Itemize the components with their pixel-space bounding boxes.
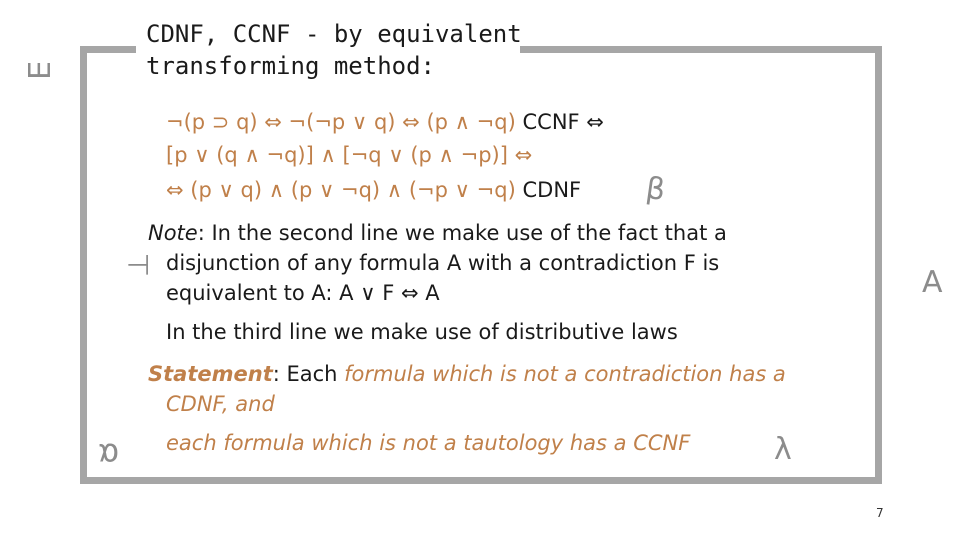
formula-line-3-tag: CDNF [515,178,582,202]
formula-line-2 [166,141,532,169]
formula-line-3 [166,176,581,204]
page-number: 7 [876,506,884,520]
statement-line-1 [148,360,786,388]
lambda-symbol-icon: λ [774,432,792,467]
statement-label: Statement [148,362,273,386]
turnstile-symbol-icon: ⊢ [126,248,151,281]
statement-line-2: CDNF, and [166,392,275,416]
note-line-4: In the third line we make use of distributive laws [166,320,678,344]
formula-line-1 [166,108,604,136]
exists-symbol-icon: ∃ [19,60,55,79]
beta-symbol-icon: β [643,170,668,209]
note-line-1-text: : In the second line we make use of the fact that a [197,221,727,245]
alpha-symbol-icon: α [98,436,120,474]
statement-line-3: each formula which is not a tautology has a CCNF [166,431,691,455]
note-line-1 [148,219,727,247]
formula-line-1-expr: ¬(p ⊃ q) ⇔ ¬(¬p ∨ q) ⇔ (p ∧ ¬q) [166,110,516,134]
formula-line-1-tag: CCNF ⇔ [515,110,604,134]
title-line-1: CDNF, CCNF - by equivalent [146,20,522,48]
formula-line-2-expr: [p ∨ (q ∧ ¬q)] ∧ [¬q ∨ (p ∧ ¬p)] ⇔ [166,143,533,167]
note-line-2: disjunction of any formula A with a contradiction F is [166,251,720,275]
note-line-3: equivalent to A: A ∨ F ⇔ A [166,281,440,305]
statement-separator: : Each [272,362,345,386]
formula-line-3-expr: ⇔ (p ∨ q) ∧ (p ∨ ¬q) ∧ (¬p ∨ ¬q) [166,178,516,202]
note-label: Note [148,221,198,245]
statement-line-1-text: formula which is not a contradiction has a [344,362,786,386]
title-line-2: transforming method: [146,52,435,80]
forall-symbol-icon: ∀ [922,262,943,297]
slide-title [146,18,522,82]
